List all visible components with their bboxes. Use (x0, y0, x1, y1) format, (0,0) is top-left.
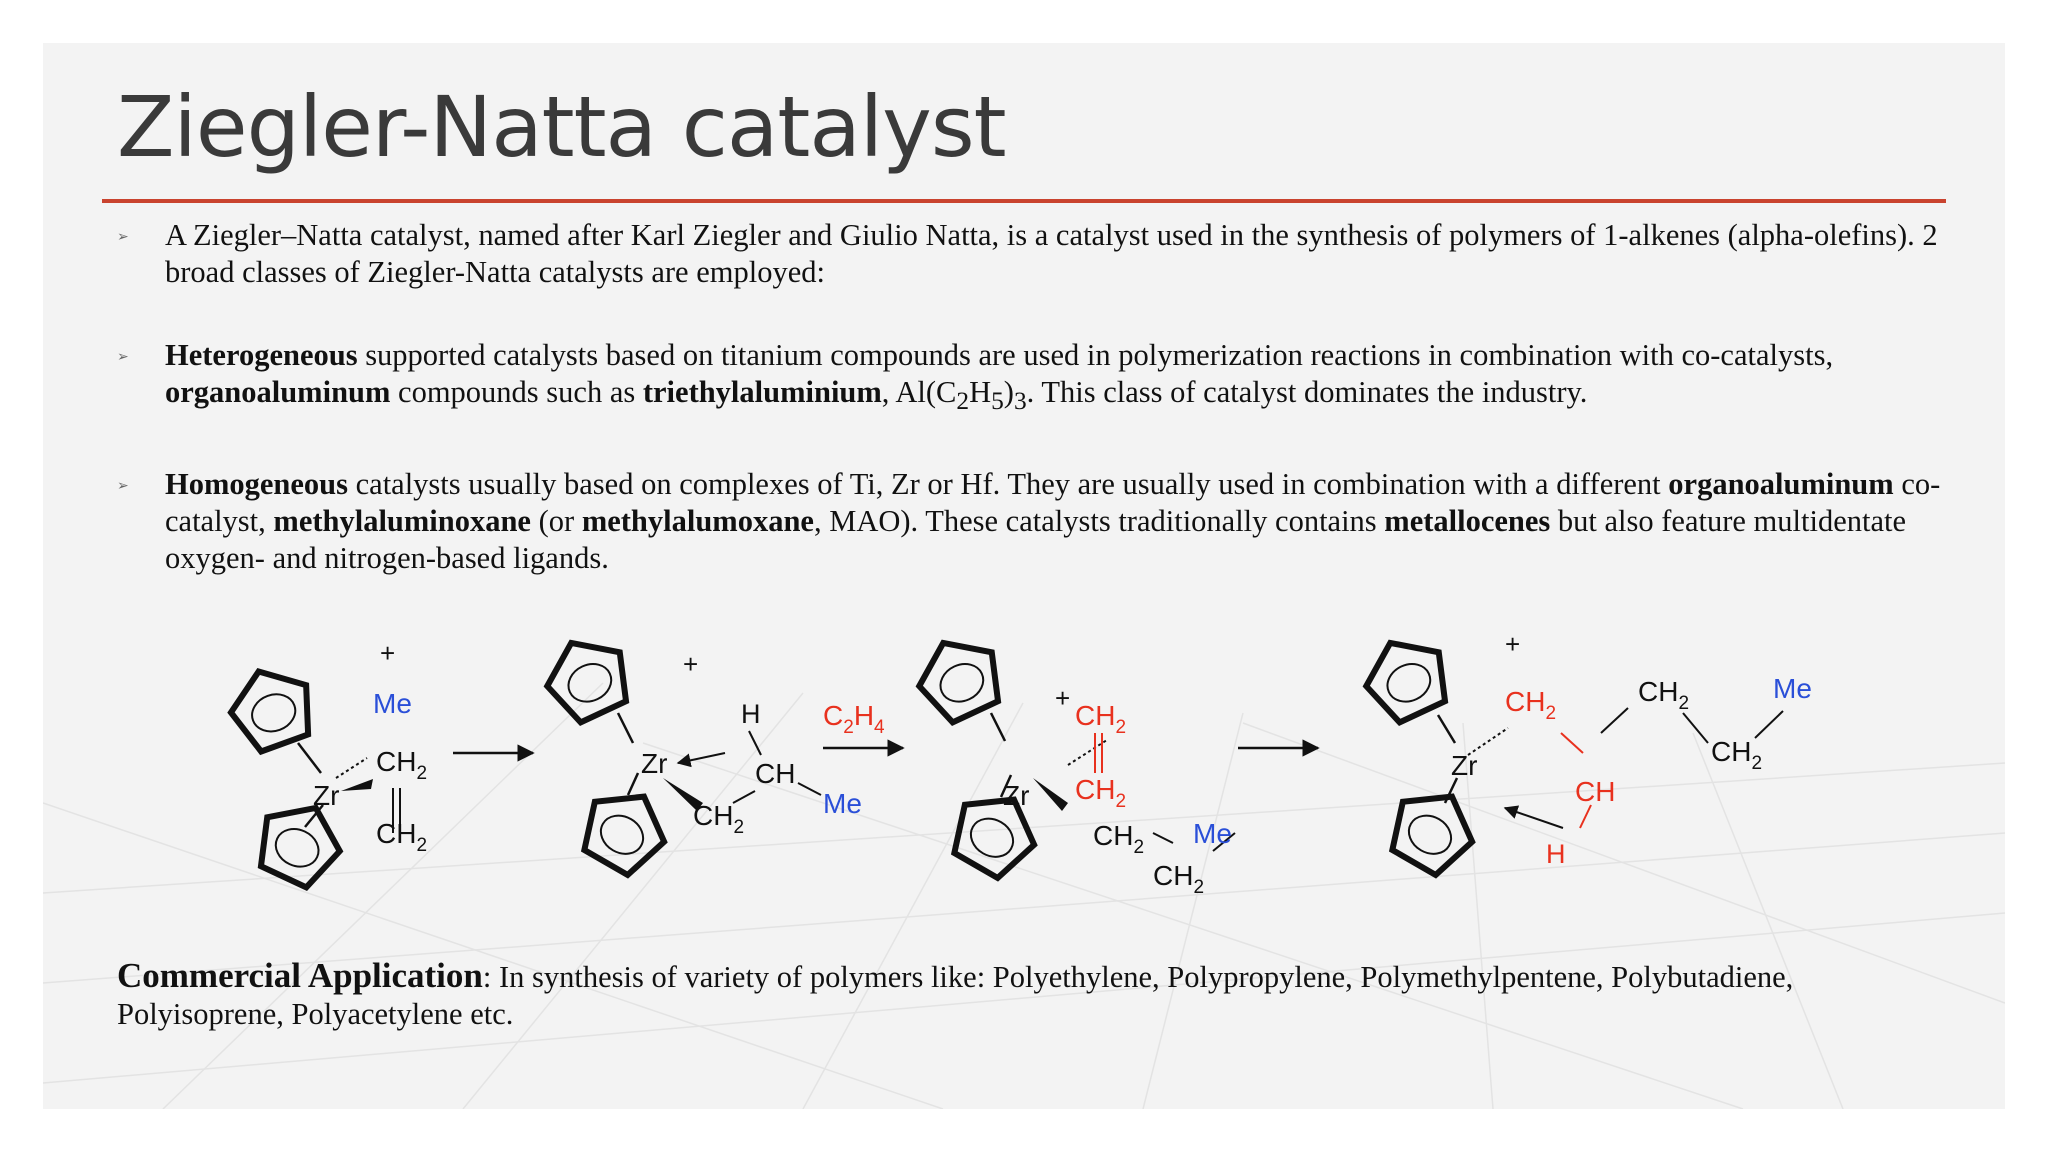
structure-3 (907, 626, 1235, 898)
cyclopentadienyl-ring (1354, 626, 1459, 729)
reaction-scheme (43, 43, 2005, 1109)
bold-term: methylaluminoxane (273, 504, 531, 539)
bold-term: Heterogeneous (165, 338, 358, 372)
cyclopentadienyl-ring (1379, 777, 1486, 883)
cyclopentadienyl-ring (221, 658, 322, 757)
ch-label: CH (1575, 776, 1616, 807)
methyl-label: Me (373, 688, 412, 719)
bold-term: triethylaluminium (642, 375, 882, 409)
bullet-text: H (969, 375, 992, 409)
bullet-text: co-catalyst, (165, 467, 1941, 539)
hydrogen-label: H (741, 699, 761, 729)
commercial-text: : In synthesis of variety of polymers like: Polyethylene, Polypropylene, Polymethylpentene, Polybutadiene, Polyisoprene, Polyacetylene etc. (117, 960, 1794, 1031)
zr-label: Zr (1451, 750, 1478, 781)
ch2-label: $CH_2$ (1075, 774, 1127, 812)
cyclopentadienyl-ring (907, 626, 1012, 729)
zr-label: Zr (313, 780, 340, 811)
ch2-label: $CH_2$ (1638, 676, 1690, 714)
ch2-label: $CH_2$ (1075, 700, 1127, 738)
ch2-label: $CH_2$ (1093, 820, 1145, 858)
ch2-label: $CH_2$ (1153, 860, 1205, 898)
bold-term: organoaluminum (165, 375, 391, 409)
bullet-text: (or (530, 504, 582, 539)
bullet-text: compounds such as (390, 375, 643, 409)
bullet-text: catalysts usually based on complexes of Ti, Zr or Hf. They are usually used in combination with a different (348, 467, 1669, 502)
structure-4 (1354, 626, 1812, 882)
zr-label: Zr (1003, 780, 1030, 811)
methyl-label: Me (823, 788, 862, 819)
ch2-label: $CH_2$ (1505, 686, 1557, 724)
ch2-label: $CH_2$ (376, 818, 428, 856)
ethylene-reagent-label: $C_2H_4$ (823, 700, 885, 738)
hydrogen-label: H (1546, 839, 1566, 869)
cyclopentadienyl-ring (941, 780, 1048, 886)
bold-term: metallocenes (1384, 504, 1551, 539)
subscript: 5 (991, 387, 1004, 416)
bold-term: organoaluminum (1668, 467, 1894, 502)
commercial-heading: Commercial Application (117, 956, 483, 995)
bullet-text: A Ziegler–Natta catalyst, named after Karl Ziegler and Giulio Natta, is a catalyst used in the synthesis of polymers of 1-alkenes (alpha-olefins). 2 broad classes of Ziegler-Natta catalysts are employed: (165, 218, 1938, 289)
page-title: Ziegler-Natta catalyst (117, 78, 1006, 176)
subscript: 3 (1013, 387, 1027, 416)
bold-term: Homogeneous (165, 467, 348, 502)
bullet-marker-icon: ➢ (117, 230, 129, 245)
commercial-application (117, 957, 1917, 1033)
bullet-marker-icon: ➢ (117, 350, 129, 365)
subscript: 2 (956, 387, 970, 416)
bullet-text: . This class of catalyst dominates the industry. (1026, 375, 1588, 409)
ch-label: CH (755, 758, 796, 789)
cyclopentadienyl-ring (535, 626, 640, 729)
methyl-label: Me (1193, 818, 1232, 849)
bullet-text: but also feature multidentate oxygen- and nitrogen-based ligands. (165, 504, 1907, 576)
zr-label: Zr (641, 748, 668, 779)
bullet-text: , MAO). These catalysts traditionally contains (813, 504, 1385, 539)
ch2-label: $CH_2$ (376, 746, 428, 784)
methyl-label: Me (1773, 673, 1812, 704)
bullet-text: supported catalysts based on titanium compounds are used in polymerization reactions in combination with co-catalysts, (357, 338, 1834, 372)
charge-plus: + (380, 638, 396, 668)
bullet-text: ) (1003, 375, 1014, 409)
slide (43, 43, 2005, 1109)
structure-1 (221, 638, 427, 894)
structure-2 (535, 626, 862, 882)
ch2-label: $CH_2$ (693, 800, 745, 838)
bullet-marker-icon: ➢ (117, 479, 129, 495)
charge-plus: + (683, 649, 699, 679)
ch2-label: $CH_2$ (1711, 736, 1763, 774)
charge-plus: + (1505, 629, 1521, 659)
charge-plus: + (1055, 683, 1071, 713)
bullet-text: , Al(C (881, 375, 957, 409)
cyclopentadienyl-ring (571, 777, 678, 883)
bold-term: methylalumoxane (581, 504, 814, 539)
